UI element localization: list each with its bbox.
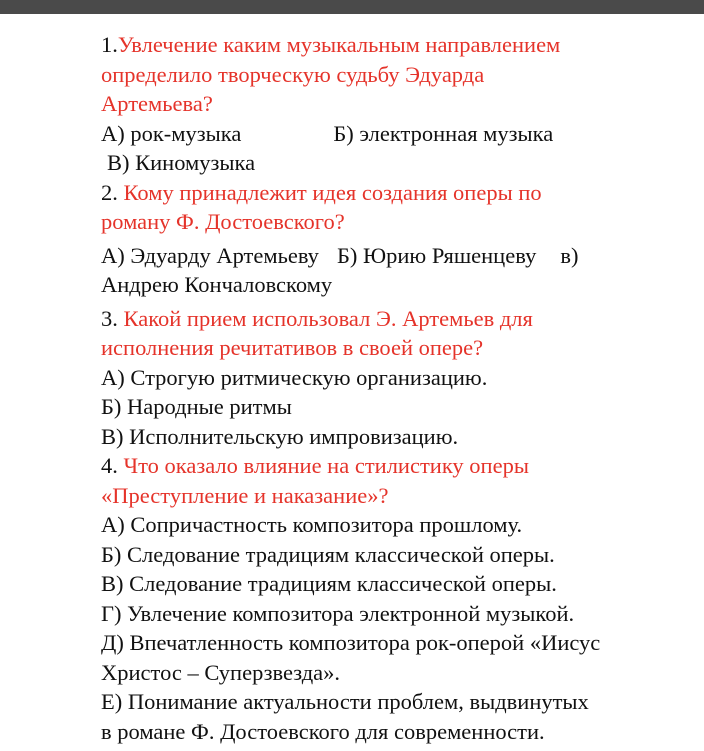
- question-3-line-1: [101, 304, 681, 334]
- question-2-option-c-label: в): [560, 242, 579, 268]
- question-4-option-c: В) Следование традициям классической оперы.: [101, 571, 557, 596]
- question-1-options-ab: [101, 119, 681, 149]
- question-1-number: 1.: [101, 32, 118, 57]
- question-1-option-c: В) Киномузыка: [107, 150, 256, 175]
- question-4-option-b: Б) Следование традициям классической оперы.: [101, 541, 555, 567]
- question-1-line-2: определило творческую судьбу Эдуарда: [101, 61, 485, 87]
- question-4-option-e-line-1: Д) Впечатленность композитора рок-оперой «Иисус: [101, 630, 601, 655]
- question-4-option-a: А) Сопричастность композитора прошлому.: [101, 512, 523, 537]
- question-3-number: 3.: [101, 305, 124, 331]
- question-4-number: 4.: [101, 453, 124, 478]
- question-1-option-b: Б) электронная музыка: [333, 120, 554, 146]
- quiz-document: [101, 30, 681, 746]
- question-2-line-2: роману Ф. Достоевского?: [101, 209, 345, 234]
- question-4-option-d: Г) Увлечение композитора электронной музыкой.: [101, 600, 575, 626]
- question-2-number: 2.: [101, 179, 124, 205]
- question-2-option-a: А) Эдуарду Артемьеву: [101, 242, 319, 268]
- question-4-option-f-line-1: Е) Понимание актуальности проблем, выдвинутых: [101, 689, 589, 714]
- question-2-option-c: Андрею Кончаловскому: [101, 272, 333, 297]
- question-3-option-b: Б) Народные ритмы: [101, 394, 292, 419]
- question-2-options: [101, 241, 681, 271]
- question-4-line-1: [101, 451, 681, 481]
- question-1-text: Увлечение каким музыкальным направлением: [117, 32, 561, 57]
- question-4-text: Что оказало влияние на стилистику оперы: [123, 453, 529, 478]
- top-bar: [0, 0, 704, 14]
- question-4-option-f-line-2: в романе Ф. Достоевского для современности.: [101, 718, 545, 744]
- question-1-option-a: А) рок-музыка: [101, 120, 242, 146]
- question-3-text: Какой прием использовал Э. Артемьев для: [123, 305, 533, 331]
- question-4-line-2: «Преступление и наказание»?: [101, 482, 389, 508]
- question-2-line-1: [101, 178, 681, 208]
- question-1-line-1: [101, 30, 681, 60]
- question-2-text: Кому принадлежит идея создания оперы по: [123, 179, 542, 205]
- question-4-option-e-line-2: Христос – Суперзвезда».: [101, 659, 341, 685]
- question-1-line-3: Артемьева?: [101, 91, 213, 116]
- question-3-option-c: В) Исполнительскую импровизацию.: [101, 423, 459, 449]
- question-3-option-a: А) Строгую ритмическую организацию.: [101, 364, 488, 390]
- question-3-line-2: исполнения речитативов в своей опере?: [101, 335, 484, 360]
- question-2-option-b: Б) Юрию Ряшенцеву: [336, 242, 537, 268]
